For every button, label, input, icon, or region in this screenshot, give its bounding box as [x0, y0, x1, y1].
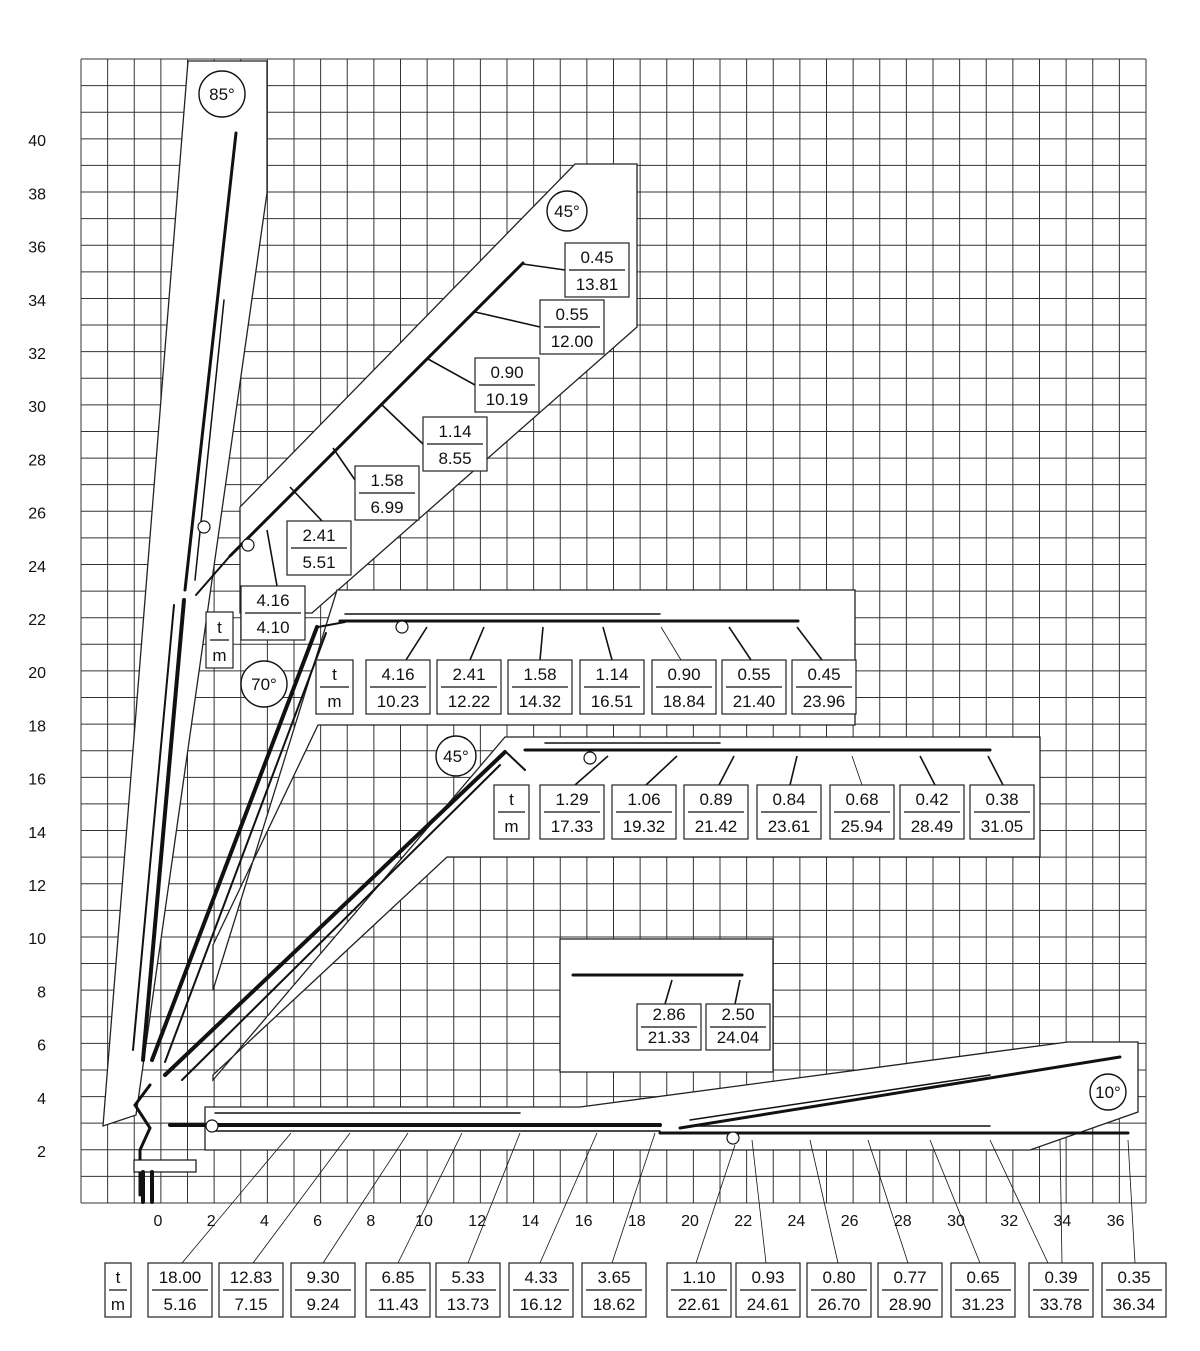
load-box — [508, 660, 572, 714]
y-tick-label: 38 — [28, 186, 46, 204]
load-value: 1.10 — [682, 1268, 716, 1287]
load-value: 0.39 — [1044, 1268, 1078, 1287]
load-value: 4.16 — [381, 665, 415, 684]
x-tick-label: 18 — [627, 1213, 646, 1230]
load-value: 4.33 — [524, 1268, 558, 1287]
load-box — [366, 1263, 430, 1317]
x-tick-label: 14 — [521, 1213, 540, 1230]
radius-value: 5.51 — [302, 553, 336, 572]
load-value: 12.83 — [229, 1268, 273, 1287]
load-box — [582, 1263, 646, 1317]
load-box — [637, 1004, 701, 1050]
y-tick-label: 22 — [28, 612, 46, 629]
load-value: 1.06 — [627, 790, 661, 809]
y-tick-label: 36 — [28, 239, 46, 257]
load-value: 0.84 — [772, 790, 806, 809]
radius-value: 10.19 — [485, 390, 529, 409]
y-tick-label: 10 — [28, 931, 46, 949]
radius-value: 10.23 — [376, 692, 420, 711]
load-value: t — [115, 1268, 121, 1287]
load-box — [792, 660, 856, 714]
x-tick-label: 10 — [415, 1213, 433, 1230]
load-box — [706, 1004, 770, 1050]
x-tick-label: 32 — [1000, 1213, 1019, 1230]
x-tick-label: 36 — [1106, 1213, 1125, 1230]
load-value: t — [509, 790, 514, 809]
y-tick-label: 34 — [28, 292, 46, 310]
load-box — [436, 1263, 500, 1317]
y-tick-label: 4 — [37, 1090, 46, 1108]
load-value: 2.50 — [721, 1005, 755, 1024]
radius-value: 18.62 — [592, 1295, 636, 1314]
radius-value: 36.34 — [1112, 1295, 1156, 1314]
joint-5 — [206, 1120, 218, 1132]
load-box — [540, 785, 604, 839]
load-value: 2.41 — [452, 665, 486, 684]
x-tick-label: 28 — [893, 1213, 912, 1230]
load-box — [355, 466, 419, 520]
load-value: 0.38 — [985, 790, 1019, 809]
load-box — [105, 1263, 131, 1317]
load-box — [423, 417, 487, 471]
load-value: 0.90 — [667, 665, 701, 684]
load-box — [291, 1263, 355, 1317]
radius-value: 16.12 — [519, 1295, 563, 1314]
radius-value: 28.90 — [888, 1295, 932, 1314]
radius-value: 11.43 — [377, 1295, 419, 1314]
radius-value: 16.51 — [590, 692, 634, 711]
x-tick-label: 20 — [681, 1213, 699, 1230]
radius-value: 28.49 — [910, 817, 954, 836]
x-tick-label: 30 — [947, 1213, 965, 1230]
load-value: 3.65 — [597, 1268, 631, 1287]
radius-value: 13.73 — [446, 1295, 490, 1314]
radius-value: 26.70 — [817, 1295, 861, 1314]
radius-value: 23.96 — [802, 692, 846, 711]
load-value: 0.65 — [966, 1268, 1000, 1287]
y-tick-label: 24 — [28, 558, 46, 576]
y-tick-label: 18 — [28, 718, 46, 736]
radius-value: m — [212, 646, 227, 665]
load-box — [540, 300, 604, 354]
joint-4 — [584, 752, 596, 764]
load-box — [1029, 1263, 1093, 1317]
load-value: 4.16 — [256, 591, 290, 610]
load-value: 9.30 — [306, 1268, 340, 1287]
load-box — [475, 358, 539, 412]
radius-value: 19.32 — [622, 817, 666, 836]
x-tick-label: 12 — [468, 1213, 487, 1230]
load-value: 0.42 — [915, 790, 949, 809]
x-tick-label: 0 — [153, 1213, 163, 1230]
load-box — [366, 660, 430, 714]
x-tick-label: 2 — [206, 1213, 216, 1230]
load-box — [565, 243, 629, 297]
joint-6 — [727, 1132, 739, 1144]
radius-value: 7.15 — [234, 1295, 268, 1314]
y-tick-label: 28 — [28, 452, 46, 470]
y-tick-label: 30 — [28, 399, 46, 417]
load-value: 2.86 — [652, 1005, 686, 1024]
radius-value: 24.61 — [746, 1295, 790, 1314]
load-value: 0.55 — [555, 305, 589, 324]
radius-value: 33.78 — [1039, 1295, 1083, 1314]
radius-value: 24.04 — [716, 1028, 760, 1047]
load-box — [830, 785, 894, 839]
radius-value: m — [504, 817, 519, 836]
y-tick-label: 8 — [37, 984, 46, 1002]
load-box — [316, 660, 353, 714]
load-box — [494, 785, 529, 839]
load-value: 5.33 — [451, 1268, 485, 1287]
angle-label-10: 10° — [1095, 1083, 1121, 1102]
load-value: 1.58 — [523, 665, 557, 684]
load-box — [1102, 1263, 1166, 1317]
load-value: 0.80 — [822, 1268, 856, 1287]
radius-value: 8.55 — [438, 449, 472, 468]
load-value: 1.14 — [438, 422, 472, 441]
load-value: 2.41 — [302, 526, 336, 545]
radius-value: 5.16 — [163, 1295, 197, 1314]
load-box — [757, 785, 821, 839]
angle-label-85: 85° — [209, 85, 235, 104]
y-tick-label: 12 — [28, 878, 46, 895]
load-box — [148, 1263, 212, 1317]
angle-label-45-lower: 45° — [443, 747, 469, 766]
angle-label-70: 70° — [251, 675, 277, 694]
load-value: 6.85 — [381, 1268, 415, 1287]
load-box — [807, 1263, 871, 1317]
x-tick-label: 16 — [574, 1213, 593, 1230]
x-tick-label: 4 — [259, 1213, 269, 1230]
load-box — [580, 660, 644, 714]
radius-value: 14.32 — [518, 692, 562, 711]
radius-value: 17.33 — [550, 817, 594, 836]
y-tick-label: 6 — [37, 1037, 46, 1055]
load-value: 0.90 — [490, 363, 524, 382]
radius-value: 4.10 — [256, 618, 290, 637]
load-box — [722, 660, 786, 714]
radius-value: 9.24 — [306, 1295, 340, 1314]
load-value: t — [332, 665, 337, 684]
load-value: 0.35 — [1117, 1268, 1151, 1287]
radius-value: 6.99 — [370, 498, 404, 517]
load-value: 1.29 — [555, 790, 589, 809]
radius-value: 23.61 — [767, 817, 811, 836]
load-box — [612, 785, 676, 839]
radius-value: 12.00 — [550, 332, 594, 351]
radius-value: 31.23 — [961, 1295, 1005, 1314]
load-box — [219, 1263, 283, 1317]
radius-value: 21.42 — [694, 817, 738, 836]
y-tick-label: 2 — [37, 1144, 46, 1161]
x-tick-label: 8 — [366, 1213, 376, 1230]
load-value: 0.93 — [751, 1268, 785, 1287]
load-box — [951, 1263, 1015, 1317]
radius-value: 25.94 — [840, 817, 884, 836]
radius-value: m — [327, 692, 342, 711]
load-value: 0.55 — [737, 665, 771, 684]
radius-value: 22.61 — [677, 1295, 721, 1314]
x-tick-label: 22 — [734, 1213, 753, 1230]
load-box — [241, 586, 305, 640]
joint-3 — [396, 621, 408, 633]
load-box — [206, 612, 233, 668]
load-value: 1.14 — [595, 665, 629, 684]
y-tick-label: 20 — [28, 665, 46, 683]
y-tick-label: 16 — [28, 771, 46, 789]
load-box — [736, 1263, 800, 1317]
load-box — [287, 521, 351, 575]
joint-2 — [198, 521, 210, 533]
y-tick-label: 14 — [28, 824, 46, 842]
angle-label-45-upper: 45° — [554, 202, 580, 221]
radius-value: 31.05 — [980, 817, 1024, 836]
load-value: 0.77 — [893, 1268, 927, 1287]
load-box — [900, 785, 964, 839]
load-box — [437, 660, 501, 714]
load-value: 0.68 — [845, 790, 879, 809]
joint — [242, 539, 254, 551]
radius-value: 13.81 — [575, 275, 619, 294]
load-box — [667, 1263, 731, 1317]
y-tick-label: 26 — [28, 505, 46, 523]
load-box — [509, 1263, 573, 1317]
radius-value: 21.40 — [732, 692, 776, 711]
x-tick-label: 6 — [313, 1213, 323, 1230]
load-value: 0.45 — [580, 248, 614, 267]
y-tick-label: 32 — [28, 346, 46, 363]
radius-value: m — [110, 1295, 126, 1314]
y-tick-label: 40 — [28, 133, 46, 151]
load-value: 0.45 — [807, 665, 841, 684]
load-value: 1.58 — [370, 471, 404, 490]
load-box — [970, 785, 1034, 839]
load-box — [652, 660, 716, 714]
x-tick-label: 26 — [840, 1213, 859, 1230]
load-value: t — [217, 618, 222, 637]
load-value: 18.00 — [158, 1268, 202, 1287]
load-box — [878, 1263, 942, 1317]
load-value: 0.89 — [699, 790, 733, 809]
radius-value: 12.22 — [447, 692, 491, 711]
x-tick-label: 24 — [787, 1213, 806, 1230]
load-box — [684, 785, 748, 839]
radius-value: 21.33 — [647, 1028, 691, 1047]
radius-value: 18.84 — [662, 692, 706, 711]
x-tick-label: 34 — [1053, 1213, 1072, 1230]
